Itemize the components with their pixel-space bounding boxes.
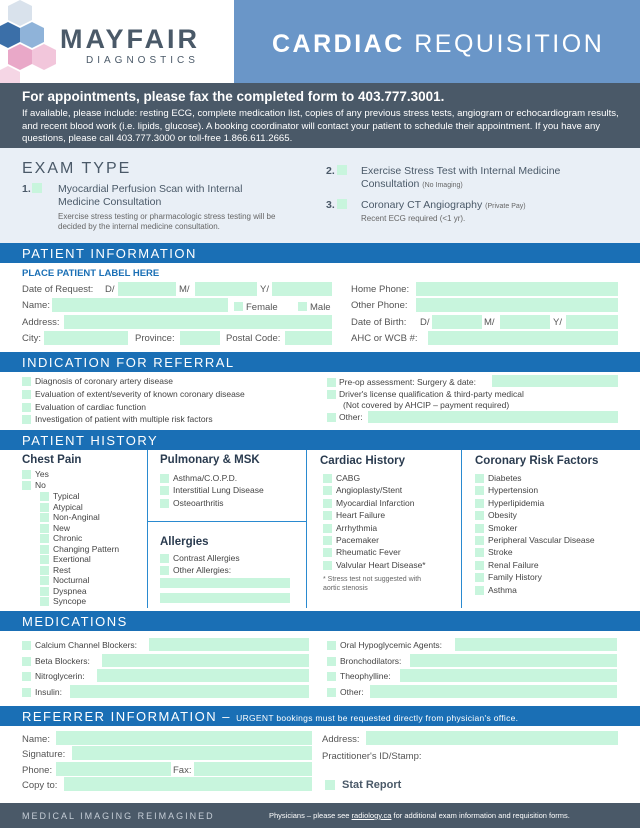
cardiac-item-label: Arrhythmia [336, 522, 378, 533]
chest-pain-type-checkbox[interactable] [40, 534, 49, 543]
chest-pain-no-checkbox[interactable] [22, 481, 31, 490]
request-month-field[interactable] [195, 282, 257, 296]
medication-label: Other: [340, 686, 364, 697]
medication-field[interactable] [455, 638, 617, 651]
medication-label: Calcium Channel Blockers: [35, 640, 138, 650]
exam-opt1-checkbox[interactable] [32, 183, 42, 193]
pulmonary-heading: Pulmonary & MSK [160, 454, 260, 466]
medication-field[interactable] [149, 638, 309, 651]
other-allergies-field-2[interactable] [160, 593, 290, 603]
allergies-heading: Allergies [160, 536, 209, 548]
risk-factor-label: Stroke [488, 547, 513, 558]
logo-hexagons-icon [0, 0, 60, 83]
cardiac-history-heading: Cardiac History [320, 455, 406, 467]
section-patient-information: PATIENT INFORMATION [0, 243, 640, 263]
cardiac-item-checkbox[interactable] [323, 524, 332, 533]
cardiac-item-checkbox[interactable] [323, 536, 332, 545]
city-field[interactable] [44, 331, 128, 345]
practitioner-id-label: Practitioner's ID/Stamp: [322, 751, 422, 762]
other-allergies-field-1[interactable] [160, 578, 290, 588]
exam-opt3-label [361, 199, 526, 211]
indication-item-checkbox[interactable] [22, 377, 31, 386]
request-year-field[interactable] [272, 282, 332, 296]
preop-checkbox[interactable] [327, 378, 336, 387]
cardiac-item-label: Rheumatic Fever [336, 547, 401, 558]
risk-factor-checkbox[interactable] [475, 548, 484, 557]
history-divider-pulm [147, 521, 306, 522]
pulmonary-item-label: Interstitial Lung Disease [173, 485, 264, 496]
risk-factor-checkbox[interactable] [475, 511, 484, 520]
risk-factor-checkbox[interactable] [475, 524, 484, 533]
chest-pain-type-label: Atypical [53, 501, 83, 512]
chest-pain-type-label: Typical [53, 491, 80, 501]
risk-factor-label: Diabetes [488, 473, 522, 483]
cardiac-item-label: CABG [336, 473, 361, 483]
exam-opt2-checkbox[interactable] [337, 165, 347, 175]
copy-to-field[interactable] [64, 777, 312, 791]
chest-pain-type-label: Syncope [53, 596, 87, 606]
section-patient-history: PATIENT HISTORY [0, 430, 640, 450]
chest-pain-type-label: Changing Pattern [53, 543, 120, 554]
cardiac-item-checkbox[interactable] [323, 511, 332, 520]
cardiac-item-checkbox[interactable] [323, 486, 332, 495]
risk-factor-label: Peripheral Vascular Disease [488, 535, 595, 545]
section-medications: MEDICATIONS [0, 611, 640, 631]
cardiac-item-label: Heart Failure [336, 510, 386, 521]
medication-field[interactable] [370, 685, 617, 698]
risk-factor-checkbox[interactable] [475, 486, 484, 495]
ahc-field[interactable] [428, 331, 618, 345]
medication-label: Theophylline: [340, 671, 391, 681]
indication-other-checkbox[interactable] [327, 413, 336, 422]
female-checkbox[interactable] [234, 302, 243, 311]
medication-label: Insulin: [35, 686, 62, 697]
footer-note-before: Physicians – please see [269, 811, 352, 820]
allergy-item-label: Other Allergies: [173, 565, 232, 576]
home-phone-label: Home Phone: [351, 284, 410, 295]
drivers-note: (Not covered by AHCIP – payment required) [343, 400, 510, 410]
risk-factor-checkbox[interactable] [475, 586, 484, 595]
referrer-subtitle: URGENT bookings must be requested directly from physician's office. [236, 713, 519, 723]
chest-pain-type-label: Dyspnea [53, 585, 87, 596]
stat-report-label: Stat Report [342, 779, 402, 791]
cardiac-item-checkbox[interactable] [323, 548, 332, 557]
request-day-label: D/ [105, 284, 115, 295]
chest-pain-type-checkbox[interactable] [40, 545, 49, 554]
exam-opt3-num: 3. [326, 199, 335, 211]
exam-opt3-checkbox[interactable] [337, 199, 347, 209]
indication-other-label: Other: [339, 412, 363, 422]
dob-month-field[interactable] [500, 315, 550, 329]
patient-address-field[interactable] [64, 315, 332, 329]
page-title [272, 30, 604, 59]
patient-label-note: PLACE PATIENT LABEL HERE [22, 268, 160, 279]
chest-pain-type-checkbox[interactable] [40, 503, 49, 512]
indication-item-label: Investigation of patient with multiple risk factors [35, 414, 213, 425]
chest-pain-type-label: Chronic [53, 533, 83, 543]
medication-checkbox[interactable] [327, 688, 336, 697]
chest-pain-type-checkbox[interactable] [40, 513, 49, 522]
exam-opt3-tag: (Private Pay) [485, 203, 526, 210]
history-divider-3 [461, 450, 462, 608]
signature-field[interactable] [72, 746, 312, 760]
ahc-label: AHC or WCB #: [351, 333, 418, 344]
cardiac-item-checkbox[interactable] [323, 561, 332, 570]
risk-factor-label: Asthma [488, 584, 517, 595]
indication-item-checkbox[interactable] [22, 415, 31, 424]
referrer-fax-label: Fax: [173, 765, 192, 776]
exam-opt1-label: Myocardial Perfusion Scan with Internal Medicine Consultation [58, 183, 243, 208]
cardiac-item-checkbox[interactable] [323, 474, 332, 483]
pulmonary-item-label: Asthma/C.O.P.D. [173, 473, 238, 483]
preop-label: Pre-op assessment: Surgery & date: [339, 377, 477, 387]
pulmonary-item-checkbox[interactable] [160, 474, 169, 483]
medication-checkbox[interactable] [22, 672, 31, 681]
medication-field[interactable] [102, 654, 309, 667]
medication-checkbox[interactable] [22, 657, 31, 666]
province-label: Province: [135, 333, 175, 344]
section-indication: INDICATION FOR REFERRAL [0, 352, 640, 372]
exam-opt1-note: Exercise stress testing or pharmacologic stress testing will be decided by the internal medicine consultation. [58, 212, 276, 231]
male-checkbox[interactable] [298, 302, 307, 311]
history-divider-2 [306, 450, 307, 608]
chest-pain-type-checkbox[interactable] [40, 597, 49, 606]
medication-field[interactable] [70, 685, 309, 698]
indication-item-label: Diagnosis of coronary artery disease [35, 376, 173, 386]
cardiac-item-checkbox[interactable] [323, 499, 332, 508]
exam-opt1-num: 1. [22, 183, 31, 195]
cardiac-item-label: Pacemaker [336, 535, 379, 545]
dob-month-label: M/ [484, 317, 495, 328]
indication-item-checkbox[interactable] [22, 390, 31, 399]
chest-pain-type-checkbox[interactable] [40, 566, 49, 575]
postal-code-label: Postal Code: [226, 333, 281, 344]
indication-item-label: Evaluation of extent/severity of known coronary disease [35, 388, 245, 399]
page-title-bold: CARDIAC [272, 30, 405, 58]
risk-factor-label: Hyperlipidemia [488, 497, 545, 508]
risk-factors-heading: Coronary Risk Factors [475, 455, 599, 467]
brand-name: MAYFAIR [60, 24, 201, 54]
date-of-request-label: Date of Request: [22, 284, 94, 295]
chest-pain-type-checkbox[interactable] [40, 492, 49, 501]
referrer-name-field[interactable] [56, 731, 312, 745]
chest-pain-yes-label: Yes [35, 469, 49, 479]
exam-opt3-text: Coronary CT Angiography [361, 199, 483, 211]
chest-pain-type-checkbox[interactable] [40, 524, 49, 533]
patient-name-field[interactable] [52, 298, 228, 312]
medication-label: Beta Blockers: [35, 655, 90, 666]
home-phone-field[interactable] [416, 282, 618, 296]
indication-item-label: Evaluation of cardiac function [35, 401, 147, 412]
chest-pain-type-checkbox[interactable] [40, 555, 49, 564]
referrer-address-field[interactable] [366, 731, 618, 745]
medication-label: Nitroglycerin: [35, 671, 85, 681]
allergy-item-checkbox[interactable] [160, 554, 169, 563]
chest-pain-type-label: New [53, 522, 71, 533]
referrer-fax-field[interactable] [194, 762, 312, 776]
preop-field[interactable] [492, 375, 618, 387]
request-month-label: M/ [179, 284, 190, 295]
chest-pain-yes-checkbox[interactable] [22, 470, 31, 479]
other-phone-label: Other Phone: [351, 300, 408, 311]
request-year-label: Y/ [260, 284, 269, 295]
footer-note [269, 811, 570, 820]
copy-to-label: Copy to: [22, 780, 58, 791]
dob-year-field[interactable] [566, 315, 618, 329]
referrer-name-label: Name: [22, 734, 50, 745]
indication-item-checkbox[interactable] [22, 403, 31, 412]
cardiac-item-label: Myocardial Infarction [336, 497, 415, 508]
risk-factor-label: Smoker [488, 522, 518, 533]
exam-opt2-text: Exercise Stress Test with Internal Medicine Consultation [361, 165, 561, 190]
brand-subtitle: DIAGNOSTICS [86, 55, 199, 66]
chest-pain-type-checkbox[interactable] [40, 587, 49, 596]
city-label: City: [22, 333, 41, 344]
postal-code-field[interactable] [285, 331, 332, 345]
other-phone-field[interactable] [416, 298, 618, 312]
footer-tagline: MEDICAL IMAGING REIMAGINED [22, 811, 215, 821]
referrer-address-label: Address: [322, 734, 360, 745]
dob-day-label: D/ [420, 317, 430, 328]
page-title-light: REQUISITION [414, 30, 605, 58]
allergy-item-checkbox[interactable] [160, 566, 169, 575]
risk-factor-checkbox[interactable] [475, 561, 484, 570]
section-referrer [0, 706, 640, 726]
medication-checkbox[interactable] [22, 688, 31, 697]
exam-opt3-note: Recent ECG required (<1 yr). [361, 214, 466, 223]
exam-opt2-note: (No Imaging) [422, 182, 463, 189]
footer-note-after: for additional exam information and requisition forms. [391, 811, 570, 820]
pulmonary-item-checkbox[interactable] [160, 499, 169, 508]
referrer-title: REFERRER INFORMATION – [22, 709, 231, 724]
pulmonary-item-checkbox[interactable] [160, 486, 169, 495]
chest-pain-type-label: Nocturnal [53, 575, 90, 585]
cardiac-item-label: Angioplasty/Stent [336, 485, 403, 496]
risk-factor-checkbox[interactable] [475, 536, 484, 545]
drivers-checkbox[interactable] [327, 390, 336, 399]
cardiac-item-label: Valvular Heart Disease* [336, 559, 426, 570]
risk-factor-checkbox[interactable] [475, 474, 484, 483]
medication-checkbox[interactable] [327, 672, 336, 681]
exam-type-title: EXAM TYPE [22, 160, 132, 177]
chest-pain-no-label: No [35, 480, 46, 490]
request-day-field[interactable] [118, 282, 176, 296]
footer-link[interactable]: radiology.ca [351, 811, 392, 820]
medication-checkbox[interactable] [327, 641, 336, 650]
risk-factor-label: Renal Failure [488, 559, 539, 570]
risk-factor-label: Obesity [488, 510, 517, 521]
medication-field[interactable] [97, 669, 309, 682]
indication-other-field[interactable] [368, 411, 618, 423]
drivers-label: Driver's license qualification & third-party medical [339, 389, 524, 399]
header [0, 0, 640, 83]
stat-report-checkbox[interactable] [325, 780, 335, 790]
pulmonary-item-label: Osteoarthritis [173, 497, 224, 508]
referrer-phone-label: Phone: [22, 765, 53, 776]
exam-opt2-label [361, 165, 561, 192]
male-label: Male [310, 302, 331, 313]
chest-pain-type-label: Rest [53, 564, 71, 575]
medication-field[interactable] [410, 654, 617, 667]
chest-pain-heading: Chest Pain [22, 454, 82, 466]
female-label: Female [246, 302, 278, 313]
chest-pain-type-checkbox[interactable] [40, 576, 49, 585]
risk-factor-label: Family History [488, 572, 542, 583]
medication-field[interactable] [400, 669, 617, 682]
address-label: Address: [22, 317, 60, 328]
chest-pain-type-label: Non-Anginal [53, 512, 100, 522]
dob-day-field[interactable] [432, 315, 482, 329]
history-divider-1 [147, 450, 148, 608]
medication-label: Bronchodilators: [340, 655, 402, 666]
medication-label: Oral Hypoglycemic Agents: [340, 640, 443, 650]
cardiac-note: * Stress test not suggested with aortic stenosis [323, 576, 422, 592]
risk-factor-checkbox[interactable] [475, 499, 484, 508]
risk-factor-checkbox[interactable] [475, 573, 484, 582]
dob-label: Date of Birth: [351, 317, 407, 328]
province-field[interactable] [180, 331, 220, 345]
referrer-phone-field[interactable] [56, 762, 171, 776]
allergy-item-label: Contrast Allergies [173, 553, 240, 563]
signature-label: Signature: [22, 749, 66, 760]
appointments-body: If available, please include: resting ECG, complete medication list, copies of any previous stress tests, angiogram or echocardiogram results, and recent blood work (i.e. lipids, glucose). A booking coordinator will contact your patient to schedule their appointment. If you have any questions, please call 403.777.3000 or toll-free 1.866.611.2665. [22, 108, 619, 144]
medication-checkbox[interactable] [22, 641, 31, 650]
appointments-headline: For appointments, please fax the completed form to 403.777.3001. [22, 89, 445, 104]
risk-factor-label: Hypertension [488, 485, 539, 496]
dob-year-label: Y/ [553, 317, 562, 328]
name-label: Name: [22, 300, 50, 311]
chest-pain-type-label: Exertional [53, 554, 91, 564]
medication-checkbox[interactable] [327, 657, 336, 666]
exam-opt2-num: 2. [326, 165, 335, 177]
